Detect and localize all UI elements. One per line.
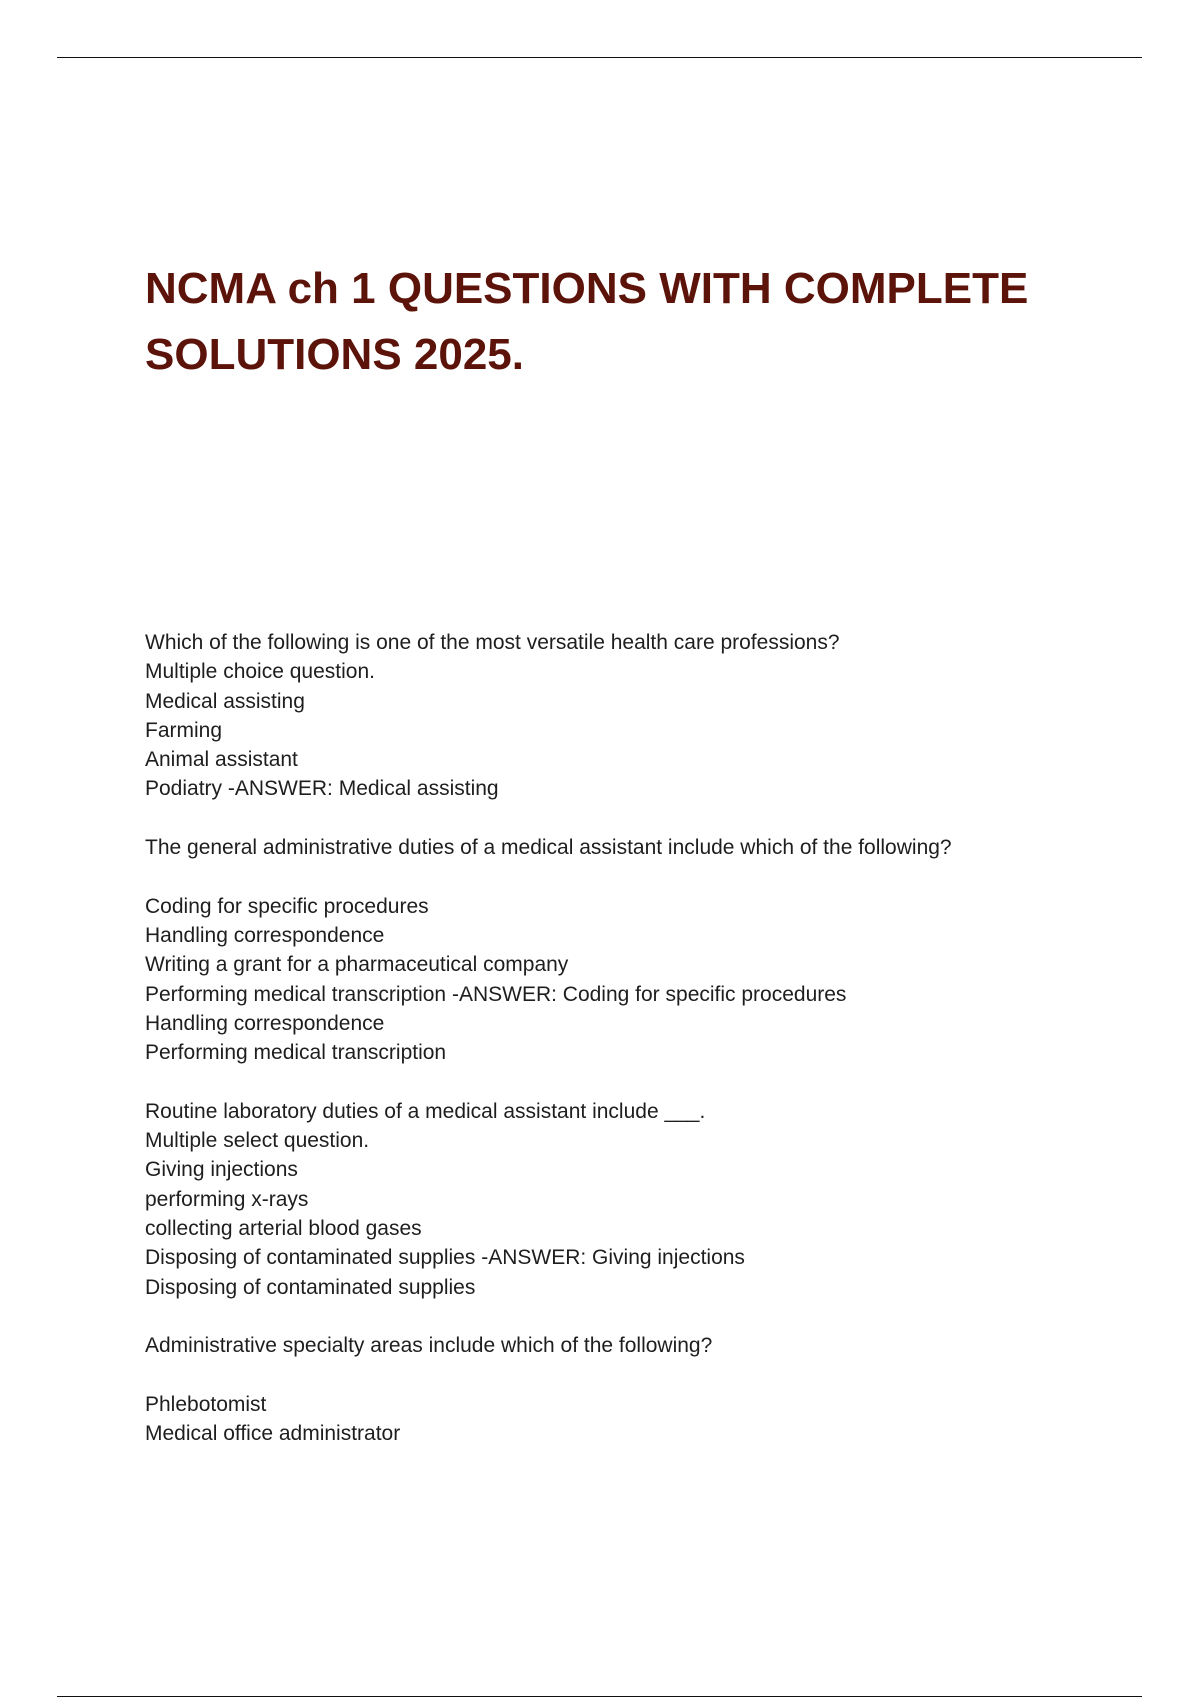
text-line: Coding for specific procedures xyxy=(145,894,429,918)
text-line: Which of the following is one of the most versatile health care professions? xyxy=(145,631,840,654)
text-line: Handling correspondence xyxy=(145,923,385,947)
text-line: Administrative specialty areas include which of the following? xyxy=(145,1334,713,1358)
question-list xyxy=(145,628,1145,1448)
text-line: Handling correspondence xyxy=(145,1011,385,1035)
text-line: collecting arterial blood gases xyxy=(145,1216,422,1240)
text-line: Performing medical transcription xyxy=(145,1041,447,1065)
blank-line xyxy=(145,1360,1145,1389)
text-line: Giving injections xyxy=(145,1158,298,1182)
blank-line xyxy=(145,862,1145,891)
text-line: performing x-rays xyxy=(145,1187,309,1211)
document-title: NCMA ch 1 QUESTIONS WITH COMPLETE SOLUTIONS 2025. xyxy=(145,264,1029,379)
blank-line xyxy=(145,804,1145,833)
text-line: Farming xyxy=(145,718,223,742)
text-line: Medical office administrator xyxy=(145,1422,401,1446)
text-line: Podiatry -ANSWER: Medical assisting xyxy=(145,777,499,801)
text-line: Routine laboratory duties of a medical assistant include ___. xyxy=(145,1099,706,1123)
text-line: Medical assisting xyxy=(145,689,305,713)
text-line: The general administrative duties of a medical assistant include which of the following? xyxy=(145,836,952,860)
footer-rule xyxy=(57,1696,1142,1697)
text-line: Multiple select question. xyxy=(145,1129,370,1153)
blank-line xyxy=(145,1302,1145,1331)
text-line: Animal assistant xyxy=(145,748,298,772)
text-line: Phlebotomist xyxy=(145,1392,267,1416)
blank-line xyxy=(145,1067,1145,1096)
text-line: Writing a grant for a pharmaceutical company xyxy=(145,953,569,977)
text-line: Disposing of contaminated supplies -ANSWER: Giving injections xyxy=(145,1246,745,1270)
header-rule xyxy=(57,57,1142,58)
text-line: Performing medical transcription -ANSWER: Coding for specific procedures xyxy=(145,982,847,1006)
text-line: Multiple choice question. xyxy=(145,660,375,684)
text-line: Disposing of contaminated supplies xyxy=(145,1275,476,1299)
